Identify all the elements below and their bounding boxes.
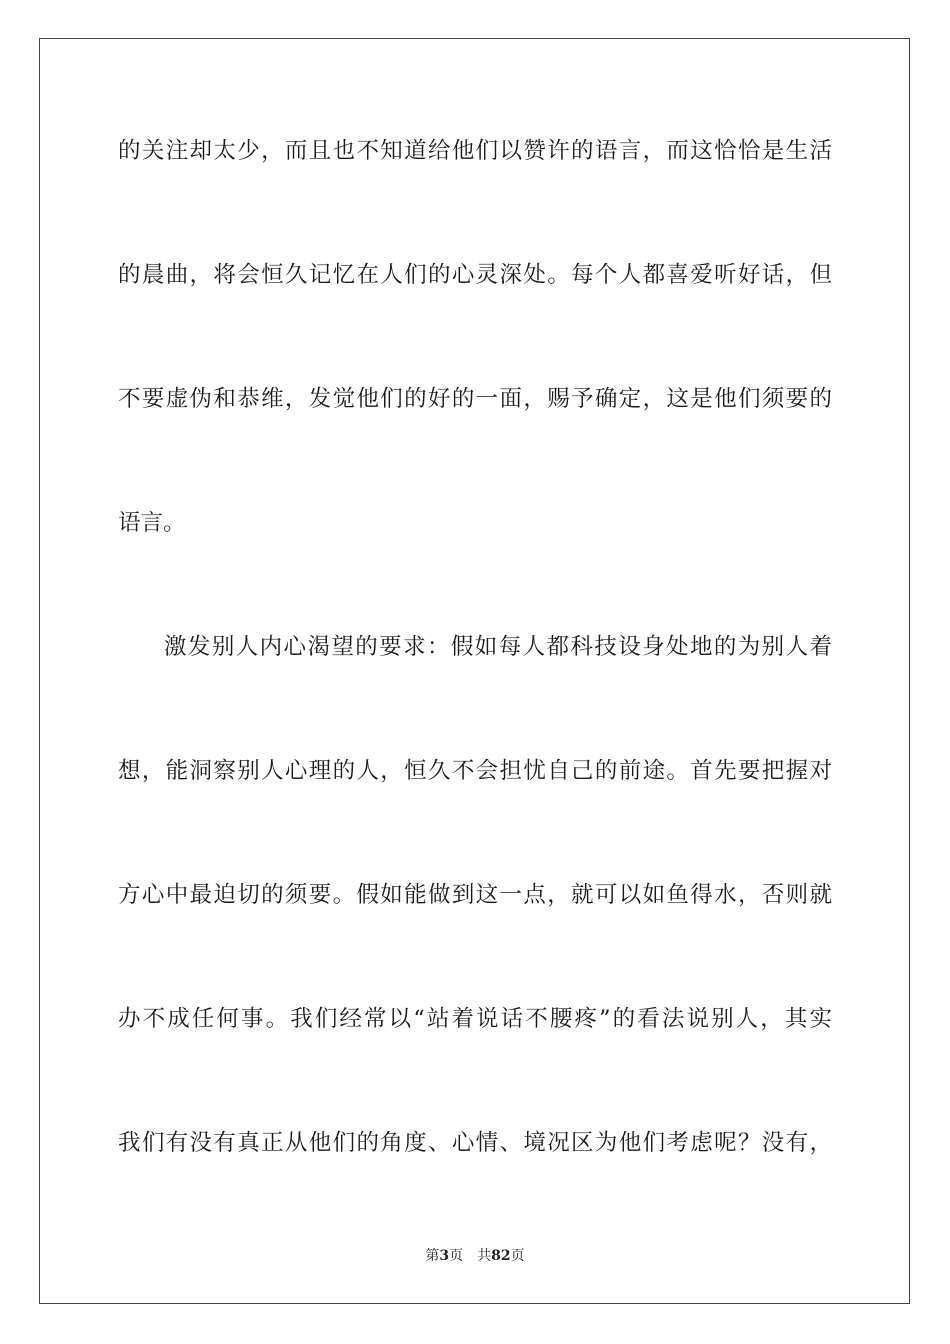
text-line-1: 的关注却太少，而且也不知道给他们以赞许的语言，而这恰恰是生活 [118,138,832,164]
text-line-7: 方心中最迫切的须要。假如能做到这一点，就可以如鱼得水，否则就 [118,882,832,908]
page-footer [0,1246,950,1266]
page-suffix: 页 [449,1248,464,1264]
total-suffix: 页 [510,1248,525,1264]
total-prefix: 共 [477,1248,492,1264]
text-line-4: 语言。 [118,510,186,536]
text-line-3: 不要虚伪和恭维，发觉他们的好的一面，赐予确定，这是他们须要的 [118,386,832,412]
page-border [39,38,910,1304]
page-number: 3 [439,1248,450,1264]
text-line-2: 的晨曲，将会恒久记忆在人们的心灵深处。每个人都喜爱听好话，但 [118,262,832,288]
text-line-9: 我们有没有真正从他们的角度、心情、境况区为他们考虑呢？没有， [118,1130,832,1156]
text-line-6: 想，能洞察别人心理的人，恒久不会担忧自己的前途。首先要把握对 [118,758,832,784]
page-prefix: 第 [425,1248,440,1264]
text-line-8: 办不成任何事。我们经常以“站着说话不腰疼”的看法说别人，其实 [118,1006,832,1032]
total-pages: 82 [491,1248,511,1264]
paragraph-start-line: 激发别人内心渴望的要求：假如每人都科技设身处地的为别人着 [164,634,832,660]
